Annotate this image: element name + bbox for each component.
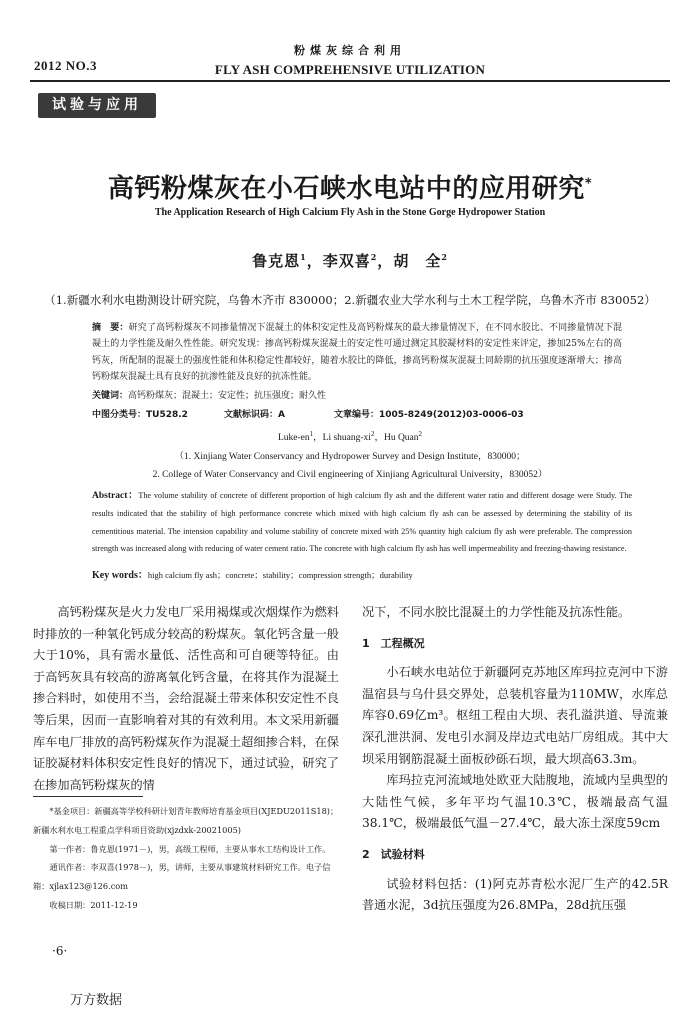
abstract-en-label: Abstract： bbox=[92, 491, 139, 501]
affiliation-en-1: （1. Xinjiang Water Conservancy and Hydropower Survey and Design Institute，830000； bbox=[174, 452, 526, 462]
author-separator: ， bbox=[377, 252, 394, 270]
author-separator: ， bbox=[313, 433, 323, 443]
journal-title-en: FLY ASH COMPREHENSIVE UTILIZATION bbox=[214, 62, 486, 77]
author-affil-mark: 2 bbox=[441, 252, 448, 262]
author-affil-mark: 2 bbox=[370, 429, 375, 438]
abstract-en bbox=[92, 487, 632, 557]
body-paragraph: 高钙粉煤灰是火力发电厂采用褐煤或次烟煤作为燃料时排放的一种氧化钙成分较高的粉煤灰。氧化钙含量一般大于10%，具有需水量低、活性高和可自硬等特征。由于高钙灰具有较高的游离氧化钙含量，在将其作为混凝土掺合料时，如使用不当，会给混凝土带来体积安定性不良等后果，因而一直影响着对其的有效利用。本文采用新疆库车电厂排放的高钙粉煤灰作为混凝土超细掺合料，在保证胶凝材料体积安定性良好的情况下，通过试验，研究了在掺加高钙粉煤灰的情 bbox=[33, 605, 339, 792]
authors-en bbox=[0, 429, 700, 443]
title-footnote-mark: * bbox=[584, 176, 593, 192]
author-name: 李双喜 bbox=[322, 252, 371, 270]
abstract-en-text: The volume stability of concrete of different proportion of high calcium fly ash and the different water ratio and different dosage were Study. The results indicated that the stability of high performance concrete which mixed with high calcium fly ash can be assessed by determining the stability of its cementitious material. The intension capability and volume stability of concrete mixed with 25% quantity high calcium fly ash were preferable. The compression strength was increased along with reducing of water cement ratio. The concrete with high calcium fly ash has well impermeability and freezing-thawing resistance. bbox=[92, 491, 632, 553]
document-code: 文献标识码：A bbox=[224, 410, 285, 420]
keywords-en-text: high calcium fly ash；concrete；stability；compression strength；durability bbox=[147, 570, 413, 580]
section-heading-2: 2 试验材料 bbox=[362, 847, 425, 861]
journal-title-cn: 粉煤灰综合利用 bbox=[294, 44, 406, 57]
footnote-first-author: 第一作者：鲁克恩(1971－)，男，高级工程师，主要从事水工结构设计工作。 bbox=[49, 843, 331, 854]
body-column-right bbox=[362, 602, 668, 917]
author-separator: ， bbox=[374, 433, 384, 443]
clc-number: 中图分类号：TU528.2 bbox=[92, 410, 188, 420]
footnote-received-date: 收稿日期：2011-12-19 bbox=[49, 899, 138, 910]
authors-cn bbox=[0, 250, 700, 271]
issue-number: 2012 NO.3 bbox=[34, 58, 97, 73]
footnote-corresponding-author: 通讯作者：李双喜(1978－)，男，讲师，主要从事建筑材料研究工作。电子信箱：xjlax123@126.com bbox=[33, 862, 331, 892]
watermark: 万方数据 bbox=[70, 993, 123, 1008]
footnotes bbox=[33, 802, 339, 915]
author-separator: ， bbox=[306, 252, 323, 270]
author-name: 胡 全 bbox=[393, 252, 442, 270]
body-paragraph: 况下，不同水胶比混凝土的力学性能及抗冻性能。 bbox=[362, 605, 631, 619]
keywords-cn-label: 关键词： bbox=[92, 391, 129, 401]
footnote-funding: *基金项目：新疆高等学校科研计划青年教师培育基金项目(XJEDU2011S18)；新疆水利水电工程重点学科项目资助(xjzdxk-20021005) bbox=[33, 806, 339, 835]
author-name-en: Luke-en bbox=[277, 433, 310, 443]
footnote-rule bbox=[33, 796, 143, 797]
author-affil-mark: 1 bbox=[300, 252, 307, 262]
section-heading-1: 1 工程概况 bbox=[362, 636, 425, 650]
page-number: ·6· bbox=[52, 944, 68, 958]
abstract-cn-text: 研究了高钙粉煤灰不同掺量情况下混凝土的体积安定性及高钙粉煤灰的最大掺量情况下，在不同水胶比、不同掺量情况下混凝土的力学性能及耐久性性能。研究发现：掺高钙粉煤灰混凝土的安定性可通过测定其胶凝材料的安定性来评定，掺加25%左右的高钙灰，所配制的混凝土的强度性能和体积稳定性都较好，随着水胶比的降低，掺高钙粉煤灰混凝土同龄期的抗压强度逐渐增大；掺高钙粉煤灰混凝土具有良好的抗渗性能及良好的抗冻性能。 bbox=[92, 323, 622, 382]
article-number: 文章编号：1005-8249(2012)03-0006-03 bbox=[334, 410, 524, 420]
keywords-en-label: Key words： bbox=[92, 570, 148, 581]
body-paragraph: 小石峡水电站位于新疆阿克苏地区库玛拉克河中下游温宿县与乌什县交界处，总装机容量为110MW，水库总库容0.69亿m³。枢纽工程由大坝、表孔溢洪道、导流兼深孔泄洪洞、发电引水洞及岸边式电站厂房组成。其中大坝采用钢筋混凝土面板砂砾石坝，最大坝高63.3m。 bbox=[362, 665, 668, 766]
author-name-en: Li shuang-xi bbox=[322, 433, 371, 443]
affiliation-cn: （1.新疆水利水电勘测设计研究院，乌鲁木齐市 830000；2.新疆农业大学水利与土木工程学院，乌鲁木齐市 830052） bbox=[44, 293, 656, 307]
body-paragraph: 库玛拉克河流域地处欧亚大陆腹地，流域内呈典型的大陆性气候，多年平均气温10.3℃，极端最高气温38.1℃，极端最低气温－27.4℃，最大冻土深度59cm bbox=[362, 773, 668, 831]
keywords-cn-text: 高钙粉煤灰；混凝土；安定性；抗压强度；耐久性 bbox=[128, 391, 327, 401]
paper-title-cn bbox=[0, 168, 700, 205]
keywords-cn bbox=[92, 388, 622, 404]
body-paragraph: 试验材料包括：(1)阿克苏青松水泥厂生产的42.5R普通水泥，3d抗压强度为26.8MPa，28d抗压强 bbox=[362, 876, 668, 913]
body-column-left bbox=[33, 602, 339, 796]
header-rule bbox=[30, 80, 670, 82]
author-affil-mark: 2 bbox=[370, 252, 378, 262]
author-affil-mark: 2 bbox=[418, 429, 423, 438]
author-name: 鲁克恩 bbox=[252, 252, 301, 270]
paper-title-en: The Application Research of High Calcium Fly Ash in the Stone Gorge Hydropower Station bbox=[154, 207, 546, 218]
affiliation-en-2: 2. College of Water Conservancy and Civil engineering of Xinjiang Agricultural University，830052） bbox=[152, 470, 548, 480]
section-tag: 试验与应用 bbox=[38, 93, 156, 118]
paper-title-cn-text: 高钙粉煤灰在小石峡水电站中的应用研究 bbox=[107, 174, 585, 204]
author-name-en: Hu Quan bbox=[383, 433, 419, 443]
abstract-cn bbox=[92, 320, 622, 385]
abstract-cn-label: 摘 要： bbox=[92, 323, 129, 333]
keywords-en bbox=[92, 566, 632, 581]
author-affil-mark: 1 bbox=[309, 429, 314, 438]
